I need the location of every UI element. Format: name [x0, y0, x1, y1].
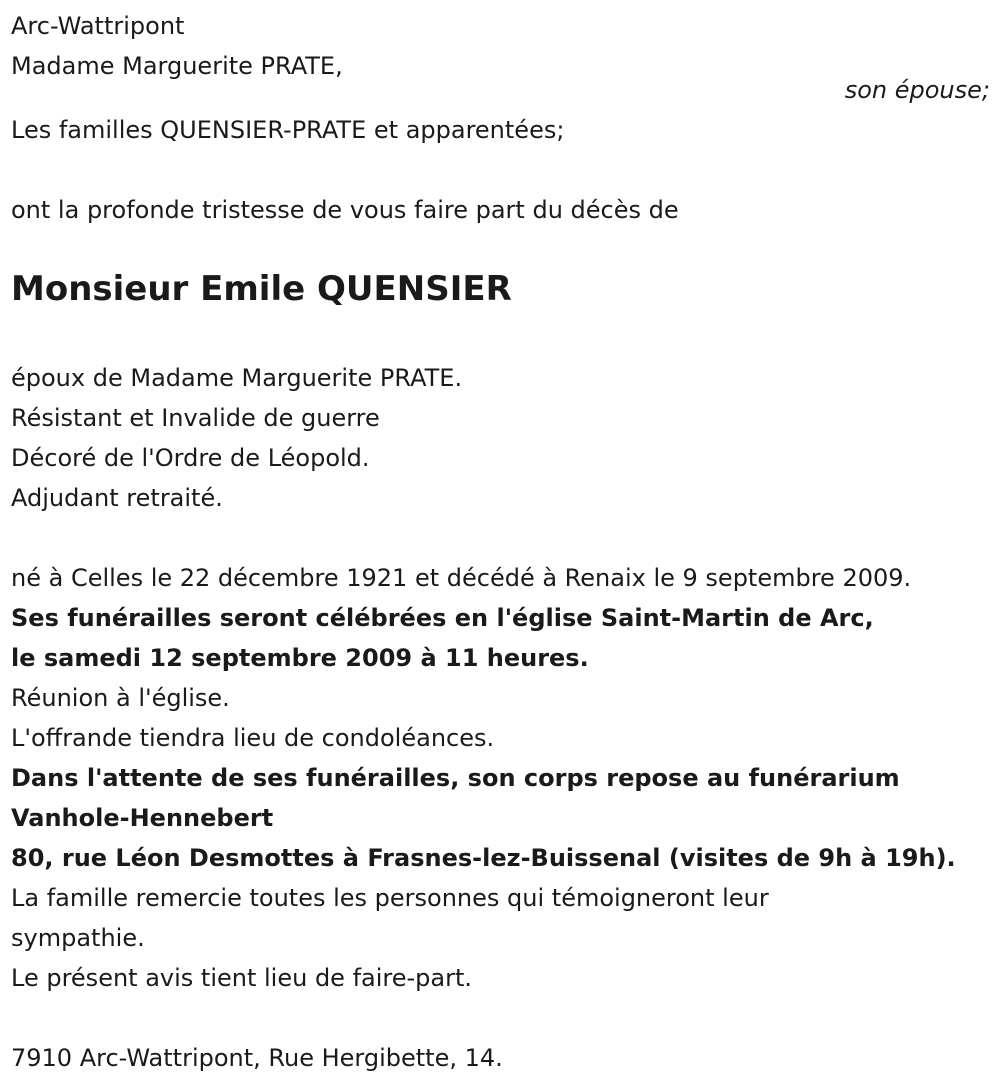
- address-line: 7910 Arc-Wattripont, Rue Hergibette, 14.: [11, 1044, 503, 1072]
- spouse-role: son épouse;: [844, 76, 990, 104]
- announcement-line: ont la profonde tristesse de vous faire part du décès de: [11, 196, 679, 224]
- birth-death-line: né à Celles le 22 décembre 1921 et décédé à Renaix le 9 septembre 2009.: [11, 564, 912, 592]
- thanks-line-1: La famille remercie toutes les personnes qui témoigneront leur: [11, 884, 769, 912]
- town-name: Arc-Wattripont: [11, 12, 185, 40]
- funeral-line-1: Ses funérailles seront célébrées en l'église Saint-Martin de Arc,: [11, 604, 874, 632]
- meeting-line: Réunion à l'église.: [11, 684, 230, 712]
- bio-line-spouse: époux de Madame Marguerite PRATE.: [11, 364, 463, 392]
- families-line: Les familles QUENSIER-PRATE et apparentées;: [11, 116, 565, 144]
- rest-line-1: Dans l'attente de ses funérailles, son corps repose au funérarium: [11, 764, 900, 792]
- rest-line-3: 80, rue Léon Desmottes à Frasnes-lez-Buissenal (visites de 9h à 19h).: [11, 844, 956, 872]
- funeral-line-2: le samedi 12 septembre 2009 à 11 heures.: [11, 644, 589, 672]
- deceased-name: Monsieur Emile QUENSIER: [11, 269, 512, 309]
- bio-line-rank: Adjudant retraité.: [11, 484, 223, 512]
- bio-line-resistance: Résistant et Invalide de guerre: [11, 404, 380, 432]
- notice-line: Le présent avis tient lieu de faire-part.: [11, 964, 473, 992]
- bio-line-decoration: Décoré de l'Ordre de Léopold.: [11, 444, 370, 472]
- offering-line: L'offrande tiendra lieu de condoléances.: [11, 724, 495, 752]
- thanks-line-2: sympathie.: [11, 924, 145, 952]
- spouse-name: Madame Marguerite PRATE,: [11, 52, 343, 80]
- rest-line-2: Vanhole-Hennebert: [11, 804, 274, 832]
